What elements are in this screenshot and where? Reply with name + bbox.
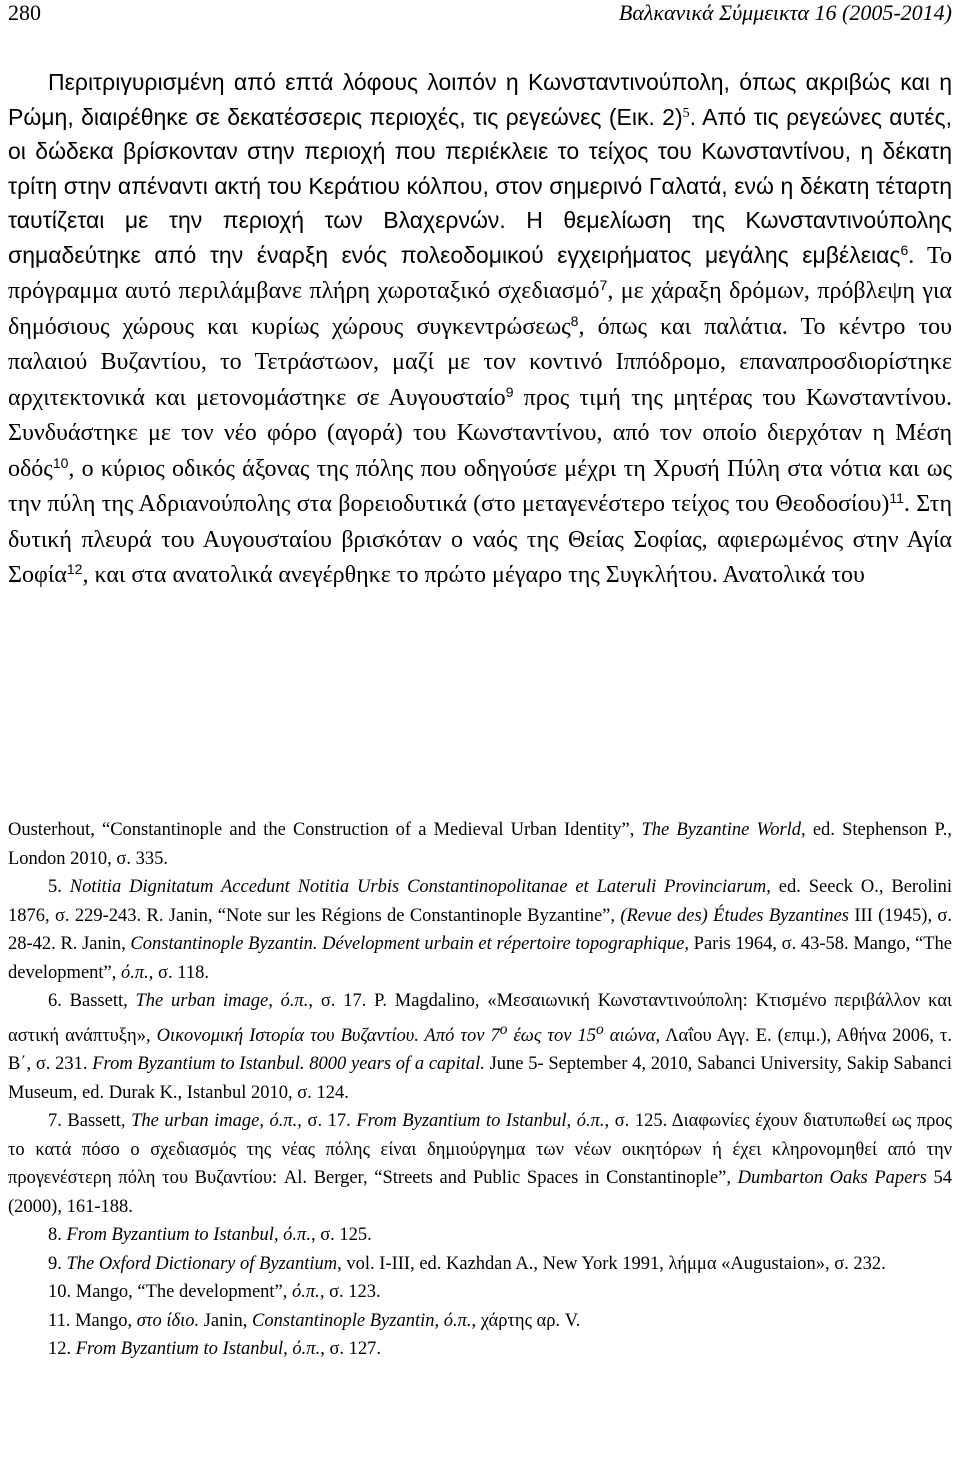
footnote-ref-10[interactable]: 10 <box>52 454 69 471</box>
body-text-1: Περιτριγυρισμένη από επτά λόφους λοιπόν η Κωνσταντινούπολη, όπως ακριβώς και η Ρώμη, διαιρέθηκε σε δεκατέσσερις περιοχές, τις ρεγεώνες (Εικ. 2) <box>8 69 952 130</box>
footnote-text: , σ. 17. P. Magdalino, «Μεσαιωνική Κωνσταντινούπολη: Κτισμένο περιβάλλον και αστική ανάπτυξη», <box>8 991 952 1046</box>
footnote-text: III (1945), σ. 28-42. R. Janin, <box>8 905 952 954</box>
footnote-text: ed. Seeck O., Berolini 1876, σ. 229-243. R. Janin, “Note sur les Régions de Constantinople Byzantine”, <box>8 877 953 926</box>
footnote-text: Paris 1964, σ. 43-58. Mango, “The development”, <box>8 934 952 983</box>
footnote-text: Ousterhout, “Constantinople and the Construction of a Medieval Urban Identity”, <box>8 820 642 840</box>
footnote-text: vol. I-III, ed. Kazhdan A., New York 1991, λήμμα «Augustaion», σ. 232. <box>341 1253 886 1274</box>
footnote-9 <box>8 1250 952 1279</box>
footnote-title: The urban image, ό.π. <box>135 991 309 1011</box>
footnote-title: ό.π. <box>121 962 149 983</box>
footnote-title: (Revue des) Études Byzantines <box>620 905 849 926</box>
footnote-text: , σ. 118. <box>148 962 209 983</box>
body-text-6: , όπως και παλάτια. Το κέντρο του παλαιού Βυζαντίου, το Τετράστωον, μαζί με τον κοντινό Ιππόδρομο, επαναπροσδιορίστηκε αρχιτεκτονικά και μετονομάστηκε σε Αυγουσταίο <box>8 313 952 411</box>
footnote-text: Λαΐου Αγγ. Ε. (επιμ.), Αθήνα 2006, τ. Β΄, σ. 231. <box>8 1025 952 1075</box>
footnote-10 <box>8 1278 952 1307</box>
footnote-text: 54 (2000), 161-188. <box>8 1168 952 1217</box>
page-header <box>8 0 952 30</box>
running-title: Βαλκανικά Σύμμεικτα 16 (2005-2014) <box>618 0 952 25</box>
body-text-9: . Στη δυτική πλευρά του Αυγουσταίου βρισκόταν ο ναός της Θείας Σοφίας, αφιερωμένος στην Αγία Σοφία <box>8 491 952 588</box>
footnote-text: 12. <box>48 1339 76 1360</box>
footnote-text: 9. <box>48 1253 67 1274</box>
footnote-11 <box>8 1307 952 1336</box>
footnote-8 <box>8 1221 952 1250</box>
footnote-title: Constantinople Byzantin. Dévelopment urbain et répertoire topographique, <box>130 934 689 954</box>
footnote-text: 10. Mango, “The development”, <box>48 1282 293 1303</box>
page-number: 280 <box>8 0 41 25</box>
body-text-8: , ο κύριος οδικός άξονας της πόλης που οδηγούσε μέχρι τη Χρυσή Πύλη στα νότια και ως την πύλη της Αδριανούπολης στα βορειοδυτικά (στο μεταγενέστερο τείχος του Θεοδοσίου) <box>8 455 952 517</box>
footnote-ref-9[interactable]: 9 <box>505 383 514 400</box>
footnote-title: στο ίδιο. <box>136 1310 200 1331</box>
footnote-title: The Oxford Dictionary of Byzantium, <box>66 1253 342 1274</box>
footnote-title: From Byzantium to Istanbul, ό.π. <box>75 1339 321 1360</box>
footnote-title: The Byzantine World, <box>641 820 806 840</box>
body-text-10: , και στα ανατολικά ανεγέρθηκε το πρώτο μέγαρο της Συγκλήτου. Ανατολικά του <box>82 562 865 588</box>
footnote-text: , σ. 17. <box>297 1111 357 1132</box>
footnote-title: From Byzantium to Istanbul. 8000 years of a capital. <box>92 1054 485 1075</box>
body-text-2: . Από τις ρεγεώνες αυτές, οι δώδεκα βρίσκονταν στην περιοχή που περιέκλειε το τείχος του Κωνσταντίνου, η δέκατη τρίτη στην απέναντι ακτή του Κεράτιου κόλπου, στον σημερινό Γαλατά, ενώ η δέκατη τέταρτη ταυτίζεται με την περιοχή των Βλαχερνών. <box>8 103 952 233</box>
footnote-text: , σ. 123. <box>319 1282 381 1303</box>
footnote-text: , σ. 125. <box>310 1225 372 1246</box>
footnote-title: αιώνα, <box>603 1025 661 1046</box>
footnote-text: June 5- September 4, 2010, Sabanci University, Sakip Sabanci Museum, ed. Durak K., Istanbul 2010, σ. 124. <box>8 1054 952 1103</box>
footnote-title: From Byzantium to Istanbul, ό.π. <box>356 1111 605 1132</box>
footnote-title: ό.π. <box>292 1282 320 1303</box>
footnote-text: 11. Mango, <box>48 1310 137 1331</box>
footnote-title: Dumbarton Oaks Papers <box>737 1168 927 1189</box>
footnote-number: 5. <box>48 877 70 897</box>
main-paragraph <box>8 65 952 593</box>
footnote-6 <box>8 987 952 1107</box>
footnote-title: Constantinople Byzantin, ό.π. <box>252 1310 472 1331</box>
footnote-text: , σ. 127. <box>320 1339 382 1360</box>
footnotes-section <box>8 816 952 1364</box>
footnote-continuation <box>8 816 952 873</box>
footnote-ref-5[interactable]: 5 <box>682 105 690 121</box>
footnote-5 <box>8 873 952 987</box>
footnote-title: Notitia Dignitatum Accedunt Notitia Urbis Constantinopolitanae et Lateruli Provinciarum, <box>69 877 771 897</box>
superscript: ο <box>499 1020 508 1038</box>
footnote-text: Janin, <box>199 1310 253 1331</box>
footnote-title: The urban image, ό.π. <box>131 1111 298 1132</box>
footnote-title: From Byzantium to Istanbul, ό.π. <box>66 1225 311 1246</box>
footnote-text: ed. Stephenson P., London 2010, σ. 335. <box>8 820 952 869</box>
footnote-7 <box>8 1107 952 1221</box>
footnote-ref-11[interactable]: 11 <box>889 490 904 507</box>
body-text-3: Η θεμελίωση της Κωνσταντινούπολης σημαδεύτηκε από την έναρξη ενός πολεοδομικού εγχειρήματος μεγάλης εμβέλειας <box>8 207 953 268</box>
footnote-ref-7[interactable]: 7 <box>599 277 608 294</box>
footnote-12 <box>8 1335 952 1364</box>
body-text-4: . Το πρόγραμμα αυτό περιλάμβανε πλήρη χωροταξικό σχεδιασμό <box>8 242 952 304</box>
footnote-ref-12[interactable]: 12 <box>66 561 83 578</box>
footnote-title: έως τον 15 <box>507 1025 597 1046</box>
footnote-ref-8[interactable]: 8 <box>570 312 579 329</box>
body-text-7: προς τιμή της μητέρας του Κωνσταντίνου. Συνδυάστηκε με τον νέο φόρο (αγορά) του Κωνσταντίνου, από τον οποίο διερχόταν η Μέση οδός <box>8 384 952 482</box>
footnote-ref-6[interactable]: 6 <box>900 241 909 258</box>
footnote-text: 8. <box>48 1225 67 1246</box>
footnote-title: Οικονομική Ιστορία του Βυζαντίου. Από τον 7 <box>156 1025 500 1046</box>
body-text-5: , με χάραξη δρόμων, πρόβλεψη για δημόσιους χώρους και κυρίως χώρους συγκεντρώσεως <box>8 278 953 340</box>
superscript: ο <box>596 1020 604 1038</box>
footnote-text: 7. Bassett, <box>48 1111 132 1132</box>
footnote-text: , σ. 125. Διαφωνίες έχουν διατυπωθεί ως προς το κατά πόσο ο σχεδιασμός της νέας πόλης είναι δημιούργημα των νέων οικητόρων ή έχει κληρονομηθεί από την προγενέστερη πόλη του Βυζαντίου: Al. Berger, “Streets and Public Spaces in Constantinople”, <box>8 1111 952 1189</box>
footnote-text: , χάρτης αρ. V. <box>471 1310 581 1331</box>
footnote-text: 6. Bassett, <box>48 991 136 1011</box>
